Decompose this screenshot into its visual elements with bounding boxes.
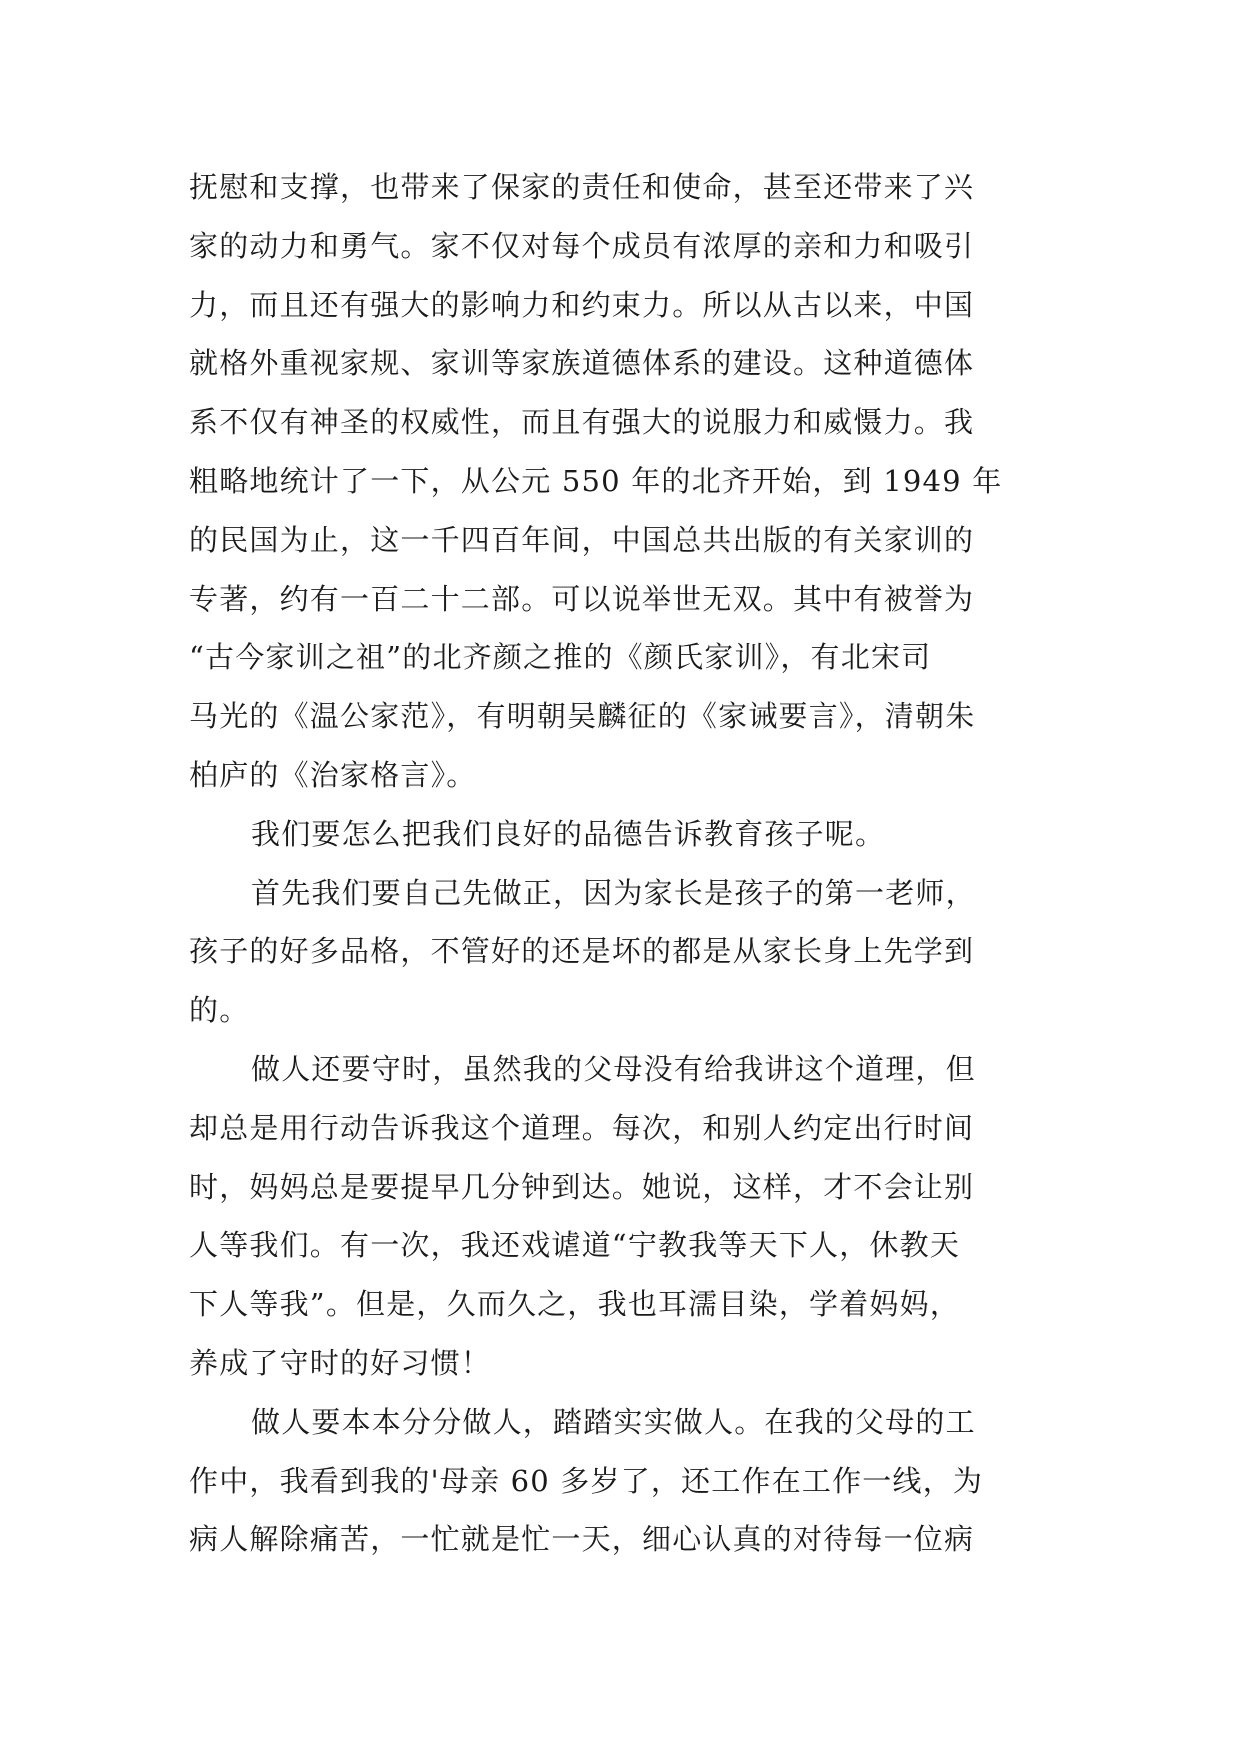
text-line: 抚慰和支撑，也带来了保家的责任和使命，甚至还带来了兴 bbox=[189, 170, 975, 204]
text-line: 人等我们。有一次，我还戏谑道“宁教我等天下人，休教天 bbox=[189, 1228, 961, 1263]
paragraph bbox=[189, 805, 1049, 864]
paragraph bbox=[189, 1393, 1049, 1569]
text-line: 做人要本本分分做人，踏踏实实做人。在我的父母的工 bbox=[251, 1404, 976, 1439]
text-line: 粗略地统计了一下，从公元 550 年的北齐开始，到 1949 年 bbox=[189, 463, 1003, 498]
text-line: 的民国为止，这一千四百年间，中国总共出版的有关家训的 bbox=[189, 522, 975, 557]
text-line: 首先我们要自己先做正，因为家长是孩子的第一老师， bbox=[251, 875, 976, 910]
text-line: 养成了守时的好习惯！ bbox=[189, 1345, 492, 1380]
paragraph bbox=[189, 864, 1049, 1040]
text-line: 马光的《温公家范》，有明朝吴麟征的《家诫要言》，清朝朱 bbox=[189, 699, 976, 734]
document-body bbox=[189, 158, 1049, 1569]
text-line: 作中，我看到我的'母亲 60 多岁了，还工作在工作一线，为 bbox=[189, 1463, 984, 1498]
text-line: 做人还要守时，虽然我的父母没有给我讲这个道理，但 bbox=[251, 1051, 976, 1086]
text-line: 就格外重视家规、家训等家族道德体系的建设。这种道德体 bbox=[189, 346, 975, 381]
text-line: 病人解除痛苦，一忙就是忙一天，细心认真的对待每一位病 bbox=[189, 1522, 975, 1557]
text-line: 的。 bbox=[189, 993, 250, 1028]
text-line: 却总是用行动告诉我这个道理。每次，和别人约定出行时间 bbox=[189, 1110, 975, 1145]
paragraph bbox=[189, 1040, 1049, 1393]
text-line: 我们要怎么把我们良好的品德告诉教育孩子呢。 bbox=[251, 816, 886, 851]
text-line: 专著，约有一百二十二部。可以说举世无双。其中有被誉为 bbox=[189, 581, 975, 616]
text-line: 孩子的好多品格，不管好的还是坏的都是从家长身上先学到 bbox=[189, 934, 975, 969]
text-line: 柏庐的《治家格言》。 bbox=[189, 757, 477, 792]
text-line: 时，妈妈总是要提早几分钟到达。她说，这样，才不会让别 bbox=[189, 1169, 975, 1204]
text-line: 系不仅有神圣的权威性，而且有强大的说服力和威慑力。我 bbox=[189, 405, 975, 440]
text-line: 家的动力和勇气。家不仅对每个成员有浓厚的亲和力和吸引 bbox=[189, 228, 975, 263]
text-line: 力，而且还有强大的影响力和约束力。所以从古以来，中国 bbox=[189, 287, 975, 322]
paragraph bbox=[189, 158, 1049, 805]
text-line: 下人等我”。但是，久而久之，我也耳濡目染，学着妈妈， bbox=[189, 1287, 961, 1322]
text-line: “古今家训之祖”的北齐颜之推的《颜氏家训》，有北宋司 bbox=[189, 640, 932, 675]
